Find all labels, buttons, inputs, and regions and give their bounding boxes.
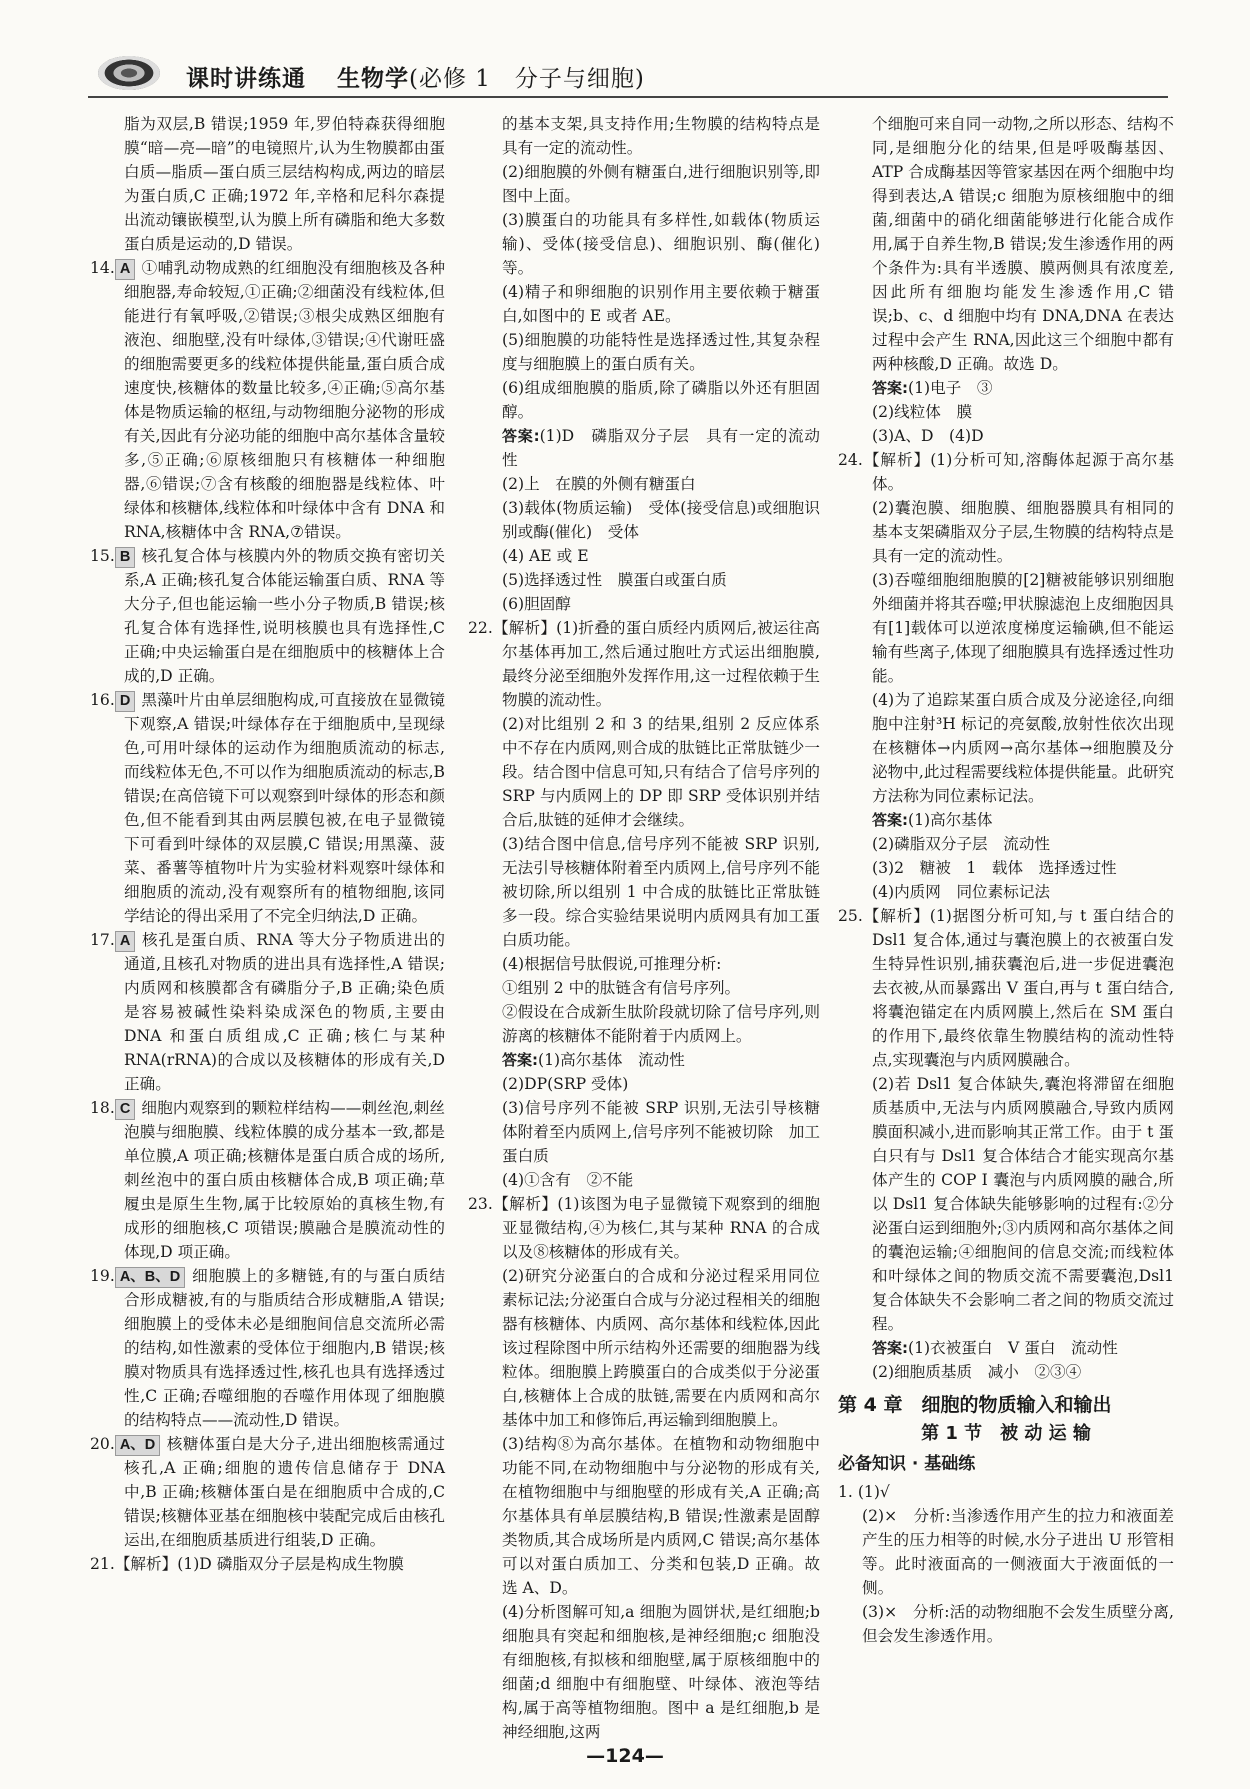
answer-line: (3)A、D (4)D: [872, 427, 984, 445]
question-17: 17. A 核孔是蛋白质、RNA 等大分子物质进出的通道,且核孔对物质的进出具有选择性,A 错误;内质网和核膜都含有磷脂分子,B 正确;染色质是容易被碱性染料染成深色的物质,主要由 DNA 和蛋白质组成,C 正确;核仁与某种 RNA(rRNA)的合成以及核糖体的形成有关,D 正确。: [90, 931, 445, 1093]
answer-box: B: [115, 547, 135, 568]
column-3: [838, 112, 1174, 1648]
paragraph: (2)若 Dsl1 复合体缺失,囊泡将滞留在细胞质基质中,无法与内质网膜融合,导致内质网膜面积减小,进而影响其正常工作。由于 t 蛋白只有与 Dsl1 复合体结合才能实现高尔基体产生的 COP Ⅰ 囊泡与内质网膜的融合,所以 Dsl1 复合体缺失能够影响的过程有:②分泌蛋白运到细胞外;③内质网和高尔基体之间的囊泡运输;④细胞间的信息交流;而线粒体和叶绿体之间的物质交流不需要囊泡,Dsl1 复合体缺失不会影响二者之间的物质交流过程。: [872, 1075, 1174, 1333]
answer-line: 答案:(1)高尔基体: [872, 811, 993, 829]
question-23: 23.【解析】(1)该图为电子显微镜下观察到的细胞亚显微结构,④为核仁,其与某种 RNA 的合成以及⑧核糖体的形成有关。: [468, 1195, 820, 1261]
answer-box: A: [115, 259, 135, 280]
series-name: 课时讲练通: [186, 66, 306, 92]
question-15: 15. B 核孔复合体与核膜内外的物质交换有密切关系,A 正确;核孔复合体能运输蛋白质、RNA 等大分子,但也能运输一些小分子物质,B 错误;核孔复合体有选择性,说明核膜也具有选择性,C 正确;中央运输蛋白是在细胞质中的核糖体上合成的,D 正确。: [90, 547, 445, 685]
question-18: 18. C 细胞内观察到的颗粒样结构——刺丝泡,刺丝泡膜与细胞膜、线粒体膜的成分基本一致,都是单位膜,A 项正确;核糖体是蛋白质合成的场所,刺丝泡中的蛋白质由核糖体合成,B 项正确;草履虫是原生生物,属于比较原始的真核生物,有成形的细胞核,C 项错误;膜融合是膜流动性的体现,D 项正确。: [90, 1099, 445, 1261]
answer-line: (6)胆固醇: [502, 595, 571, 613]
answer-box: A、B、D: [115, 1267, 185, 1288]
paragraph: (4)为了追踪某蛋白质合成及分泌途径,向细胞中注射³H 标记的亮氨酸,放射性依次出现在核糖体→内质网→高尔基体→细胞膜及分泌物中,此过程需要线粒体提供能量。此研究方法称为同位素标记法。: [872, 691, 1174, 805]
paragraph: (4)分析图解可知,a 细胞为圆饼状,是红细胞;b 细胞具有突起和细胞核,是神经细胞;c 细胞没有细胞核,有拟核和细胞壁,属于原核细胞中的细菌;d 细胞中有细胞壁、叶绿体、液泡等结构,属于高等植物细胞。图中 a 是红细胞,b 是神经细胞,这两: [502, 1603, 820, 1741]
answer-line: (4)①含有 ②不能: [502, 1171, 634, 1189]
paragraph: (2)囊泡膜、细胞膜、细胞器膜具有相同的基本支架磷脂双分子层,生物膜的结构特点是具有一定的流动性。: [872, 499, 1174, 565]
answer-line: (2)DP(SRP 受体): [502, 1075, 629, 1093]
question-20: 20. A、D 核糖体蛋白是大分子,进出细胞核需通过核孔,A 正确;细胞的遗传信息储存于 DNA 中,B 正确;核糖体蛋白是在细胞质中合成的,C 错误;核糖体亚基在细胞核中装配完成后由核孔运出,在细胞质基质进行组装,D 正确。: [90, 1435, 445, 1549]
q23-continuation: 个细胞可来自同一动物,之所以形态、结构不同,是细胞分化的结果,但是呼吸酶基因、ATP 合成酶基因等管家基因在两个细胞中均得到表达,A 错误;c 细胞为原核细胞中的细菌,细菌中的硝化细菌能够进行化能合成作用,属于自养生物,B 错误;发生渗透作用的两个条件为:具有半透膜、膜两侧具有浓度差,因此所有细胞均能发生渗透作用,C 错误;b、c、d 细胞中均有 DNA,DNA 在表达过程中会产生 RNA,因此这三个细胞中都有两种核酸,D 正确。故选 D。: [872, 115, 1174, 373]
answer-line: (3)2 糖被 1 载体 选择透过性: [872, 859, 1117, 877]
answer-box: D: [115, 691, 135, 712]
question-25: 25.【解析】(1)据图分析可知,与 t 蛋白结合的 Dsl1 复合体,通过与囊泡膜上的衣被蛋白发生特异性识别,捕获囊泡后,进一步促进囊泡去衣被,从而暴露出 V 蛋白,再与 t 蛋白结合,将囊泡锚定在内质网膜上,然后在 SM 蛋白的作用下,最终依靠生物膜结构的流动性特点,实现囊泡与内质网膜融合。: [838, 907, 1174, 1069]
paragraph: (2)研究分泌蛋白的合成和分泌过程采用同位素标记法;分泌蛋白合成与分泌过程相关的细胞器有核糖体、内质网、高尔基体和线粒体,因此该过程除图中所示结构外还需要的细胞器为线粒体。细胞膜上跨膜蛋白的合成类似于分泌蛋白,核糖体上合成的肽链,需要在内质网和高尔基体中加工和修饰后,再运输到细胞膜上。: [502, 1267, 820, 1429]
question-19: 19. A、B、D 细胞膜上的多糖链,有的与蛋白质结合形成糖被,有的与脂质结合形成糖脂,A 错误;细胞膜上的受体未必是细胞间信息交流所必需的结构,如性激素的受体位于细胞内,B 错误;核膜对物质具有选择透过性,核孔也具有选择透过性,C 正确;吞噬细胞的吞噬作用体现了细胞膜的结构特点——流动性,D 错误。: [90, 1267, 445, 1429]
column-1: [90, 112, 445, 1576]
paragraph: (3)结合图中信息,信号序列不能被 SRP 识别,无法引导核糖体附着至内质网上,信号序列不能被切除,所以组别 1 中合成的肽链比正常肽链多一段。综合实验结果说明内质网具有加工蛋白质功能。: [502, 835, 820, 949]
header-divider: [88, 96, 1168, 98]
paragraph: ②假设在合成新生肽阶段就切除了信号序列,则游离的核糖体不能附着于内质网上。: [502, 1003, 820, 1045]
paragraph: (5)细胞膜的功能特性是选择透过性,其复杂程度与细胞膜上的蛋白质有关。: [502, 331, 820, 373]
page-number: —124—: [586, 1745, 664, 1767]
answer-box: C: [115, 1099, 135, 1120]
answer-line: (3)载体(物质运输) 受体(接受信息)或细胞识别或酶(催化) 受体: [502, 499, 820, 541]
answer-line: (4) AE 或 E: [502, 547, 589, 565]
answer-line: 答案:(1)衣被蛋白 V 蛋白 流动性: [872, 1339, 1118, 1357]
answer-line: (5)选择透过性 膜蛋白或蛋白质: [502, 571, 727, 589]
column-2: [468, 112, 820, 1744]
book-subtitle: (必修 1 分子与细胞): [409, 66, 645, 92]
exercise-label: 必备知识 · 基础练: [838, 1454, 976, 1474]
paragraph: (4)根据信号肽假说,可推理分析:: [502, 955, 722, 973]
question-24: 24.【解析】(1)分析可知,溶酶体起源于高尔基体。: [838, 451, 1174, 493]
answer-line: 答案:(1)D 磷脂双分子层 具有一定的流动性: [502, 427, 821, 469]
exercise-1-3: (3)× 分析:活的动物细胞不会发生质壁分离,但会发生渗透作用。: [862, 1603, 1174, 1645]
section-heading: 第 1 节 被 动 运 输: [921, 1423, 1091, 1444]
exercise-1: 1. (1)√: [838, 1483, 890, 1501]
header-title: [186, 60, 645, 93]
answer-line: (2)线粒体 膜: [872, 403, 973, 421]
answer-line: (4)内质网 同位素标记法: [872, 883, 1051, 901]
answer-line: (2)细胞质基质 减小 ②③④: [872, 1363, 1082, 1381]
q13-continuation: 脂为双层,B 错误;1959 年,罗伯特森获得细胞膜“暗—亮—暗”的电镜照片,认为生物膜都由蛋白质—脂质—蛋白质三层结构构成,两边的暗层为蛋白质,C 正确;1972 年,辛格和尼科尔森提出流动镶嵌模型,认为膜上所有磷脂和绝大多数蛋白质是运动的,D 错误。: [124, 115, 445, 253]
answer-line: (2)上 在膜的外侧有糖蛋白: [502, 475, 696, 493]
answer-line: (2)磷脂双分子层 流动性: [872, 835, 1051, 853]
chapter-heading: 第 4 章 细胞的物质输入和输出: [838, 1394, 1112, 1416]
paragraph: (4)精子和卵细胞的识别作用主要依赖于糖蛋白,如图中的 E 或者 AE。: [502, 283, 820, 325]
question-14: 14. A ①哺乳动物成熟的红细胞没有细胞核及各种细胞器,寿命较短,①正确;②细菌没有线粒体,但能进行有氧呼吸,②错误;③根尖成熟区细胞有液泡、细胞壁,没有叶绿体,③错误;④代谢旺盛的细胞需要更多的线粒体提供能量,蛋白质合成速度快,核糖体的数量比较多,④正确;⑤高尔基体是物质运输的枢纽,与动物细胞分泌物的形成有关,因此有分泌功能的细胞中高尔基体含量较多,⑤正确;⑥原核细胞只有核糖体一种细胞器,⑥错误;⑦含有核酸的细胞器是线粒体、叶绿体和核糖体,线粒体和叶绿体中含有 DNA 和 RNA,核糖体中含 RNA,⑦错误。: [90, 259, 445, 541]
question-21: 21.【解析】(1)D 磷脂双分子层是构成生物膜: [90, 1555, 404, 1573]
answer-box: A、D: [115, 1435, 160, 1456]
question-16: 16. D 黑藻叶片由单层细胞构成,可直接放在显微镜下观察,A 错误;叶绿体存在于细胞质中,呈现绿色,可用叶绿体的运动作为细胞质流动的标志,而线粒体无色,不可以作为细胞质流动的标志,B 错误;在高倍镜下可以观察到叶绿体的形态和颜色,但不能看到其由两层膜包被,在电子显微镜下可看到叶绿体的双层膜,C 错误;用黑藻、菠菜、番薯等植物叶片为实验材料观察叶绿体和细胞质的流动,没有观察所有的植物细胞,该同学结论的得出采用了不完全归纳法,D 正确。: [90, 691, 445, 925]
answer-box: A: [115, 931, 135, 952]
paragraph: (2)细胞膜的外侧有糖蛋白,进行细胞识别等,即图中上面。: [502, 163, 820, 205]
page-header: [88, 50, 1168, 102]
answer-line: (3)信号序列不能被 SRP 识别,无法引导核糖体附着至内质网上,信号序列不能被切除 加工蛋白质: [502, 1099, 820, 1165]
paragraph: ①组别 2 中的肽链含有信号序列。: [502, 979, 741, 997]
paragraph: (2)对比组别 2 和 3 的结果,组别 2 反应体系中不存在内质网,则合成的肽链比正常肽链少一段。结合图中信息可知,只有结合了信号序列的 SRP 与内质网上的 DP 即 SRP 受体识别并结合后,肽链的延伸才会继续。: [502, 715, 820, 829]
answer-line: 答案:(1)高尔基体 流动性: [502, 1051, 685, 1069]
answer-line: 答案:(1)电子 ③: [872, 379, 993, 397]
book-title: 生物学: [337, 66, 410, 92]
question-22: 22.【解析】(1)折叠的蛋白质经内质网后,被运往高尔基体再加工,然后通过胞吐方式运出细胞膜,最终分泌至细胞外发挥作用,这一过程依赖于生物膜的流动性。: [468, 619, 820, 709]
exercise-1-2: (2)× 分析:当渗透作用产生的拉力和液面差产生的压力相等的时候,水分子进出 U 形管相等。此时液面高的一侧液面大于液面低的一侧。: [862, 1507, 1174, 1597]
book-logo-icon: [98, 56, 160, 90]
paragraph: (3)结构⑧为高尔基体。在植物和动物细胞中功能不同,在动物细胞中与分泌物的形成有关,在植物细胞中与细胞壁的形成有关,A 正确;高尔基体具有单层膜结构,B 错误;性激素是固醇类物质,其合成场所是内质网,C 错误;高尔基体可以对蛋白质加工、分类和包装,D 正确。故选 A、D。: [502, 1435, 820, 1597]
paragraph: (6)组成细胞膜的脂质,除了磷脂以外还有胆固醇。: [502, 379, 820, 421]
q21-continuation: 的基本支架,具支持作用;生物膜的结构特点是具有一定的流动性。: [502, 115, 820, 157]
paragraph: (3)膜蛋白的功能具有多样性,如载体(物质运输)、受体(接受信息)、细胞识别、酶(催化)等。: [502, 211, 820, 277]
paragraph: (3)吞噬细胞细胞膜的[2]糖被能够识别细胞外细菌并将其吞噬;甲状腺滤泡上皮细胞因具有[1]载体可以逆浓度梯度运输碘,但不能运输有些离子,体现了细胞膜具有选择透过性功能。: [872, 571, 1174, 685]
